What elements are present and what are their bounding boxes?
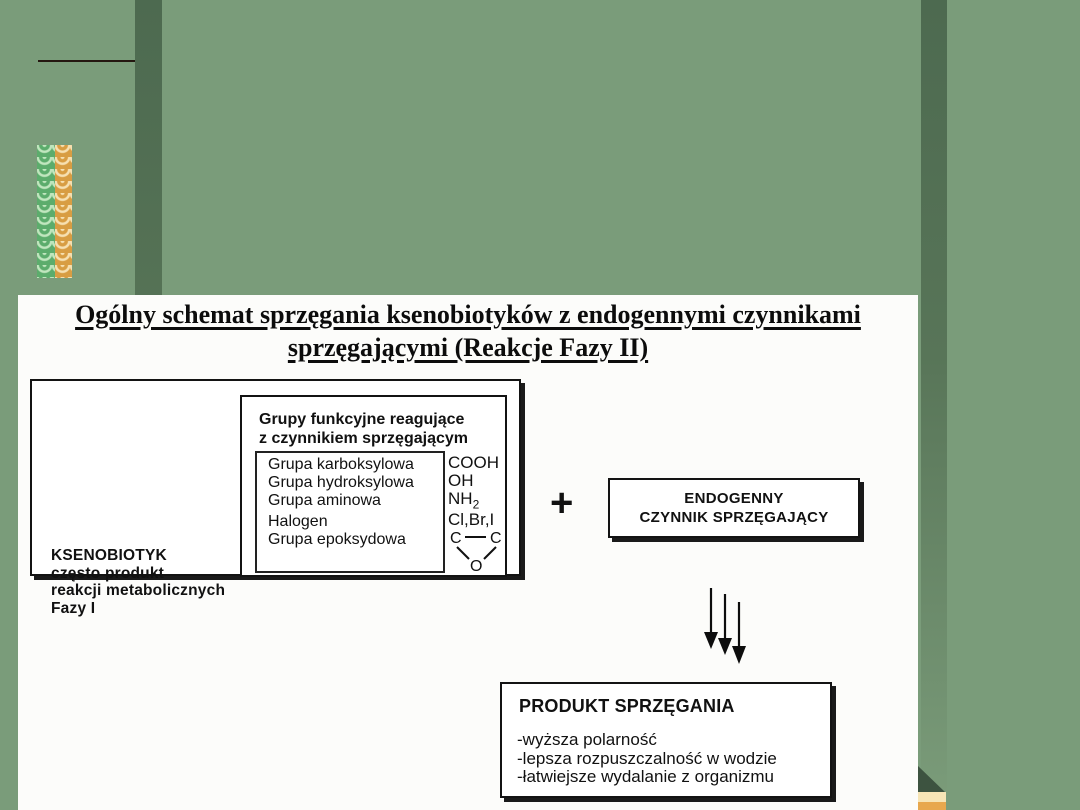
epoxide-oxygen: O — [470, 558, 483, 572]
horizontal-rule — [38, 60, 135, 62]
endogenous-factor-label — [610, 489, 858, 527]
xenobiotic-line: reakcji metabolicznych — [51, 582, 226, 599]
xenobiotic-label — [51, 547, 225, 617]
functional-groups-box — [240, 395, 507, 577]
formula-amino: $NH_2$ — [448, 489, 480, 512]
xenobiotic-line: Fazy I — [51, 599, 96, 617]
arrow-head — [718, 638, 732, 655]
formulas-column — [448, 451, 508, 572]
formula-hydroxyl: OH — [448, 471, 474, 490]
endogenous-line1: ENDOGENNY — [684, 490, 784, 507]
epoxide-c-left: C — [450, 530, 462, 547]
group-label-carboxyl: Grupa karboksylowa — [268, 456, 414, 473]
epoxide-bond-left — [457, 547, 469, 559]
endogenous-factor-box — [608, 478, 860, 538]
right-dark-stripe — [921, 0, 947, 793]
scanned-diagram-panel — [18, 295, 918, 810]
product-property: -lepsza rozpuszczalność w wodzie — [517, 748, 777, 768]
functional-groups-list-box — [255, 451, 445, 573]
formula-carboxyl: COOH — [448, 453, 499, 472]
xenobiotic-box — [30, 379, 521, 617]
scallop-orange-half — [55, 145, 73, 278]
diagram-title-line2: sprzęgającymi (Reakcje Fazy II) — [287, 333, 649, 362]
product-box-title: PRODUKT SPRZĘGANIA — [519, 696, 735, 716]
group-label-epoxide: Grupa epoksydowa — [268, 531, 406, 548]
product-property: -łatwiejsze wydalanie z organizmu — [517, 767, 775, 786]
conjugation-product-box — [500, 682, 832, 798]
functional-groups-header-line1: Grupy funkcyjne reagujące — [259, 411, 465, 428]
arrow-head — [704, 632, 718, 649]
plus-sign: + — [550, 481, 574, 525]
group-label-amino: Grupa aminowa — [268, 492, 381, 509]
endogenous-line2: CZYNNIK SPRZĘGAJĄCY — [639, 509, 829, 526]
diagram-title — [18, 298, 918, 364]
xenobiotic-line: KSENOBIOTYK — [51, 547, 167, 564]
epoxide-structure-icon — [448, 528, 508, 572]
group-label-hydroxyl: Grupa hydroksylowa — [268, 474, 414, 491]
down-arrows-icon — [700, 586, 760, 668]
decorative-scallop-pattern-strip — [37, 145, 72, 278]
scallop-green-half — [37, 145, 55, 278]
group-label-halogen: Halogen — [268, 513, 328, 530]
epoxide-c-right: C — [490, 530, 502, 547]
functional-groups-header-line2: z czynnikiem sprzęgającym — [259, 430, 468, 447]
epoxide-bond-right — [484, 547, 496, 559]
bottom-edge-orange-bar — [918, 802, 946, 810]
functional-groups-header — [259, 410, 468, 448]
xenobiotic-line: często produkt — [51, 564, 165, 582]
formula-halogen: Cl,Br,I — [448, 510, 495, 529]
product-property: -wyższa polarność — [517, 730, 657, 749]
product-properties-list — [517, 731, 777, 787]
arrow-head — [732, 646, 746, 664]
diagram-title-line1: Ogólny schemat sprzęgania ksenobiotyków z endogennymi czynnikami — [75, 300, 861, 329]
